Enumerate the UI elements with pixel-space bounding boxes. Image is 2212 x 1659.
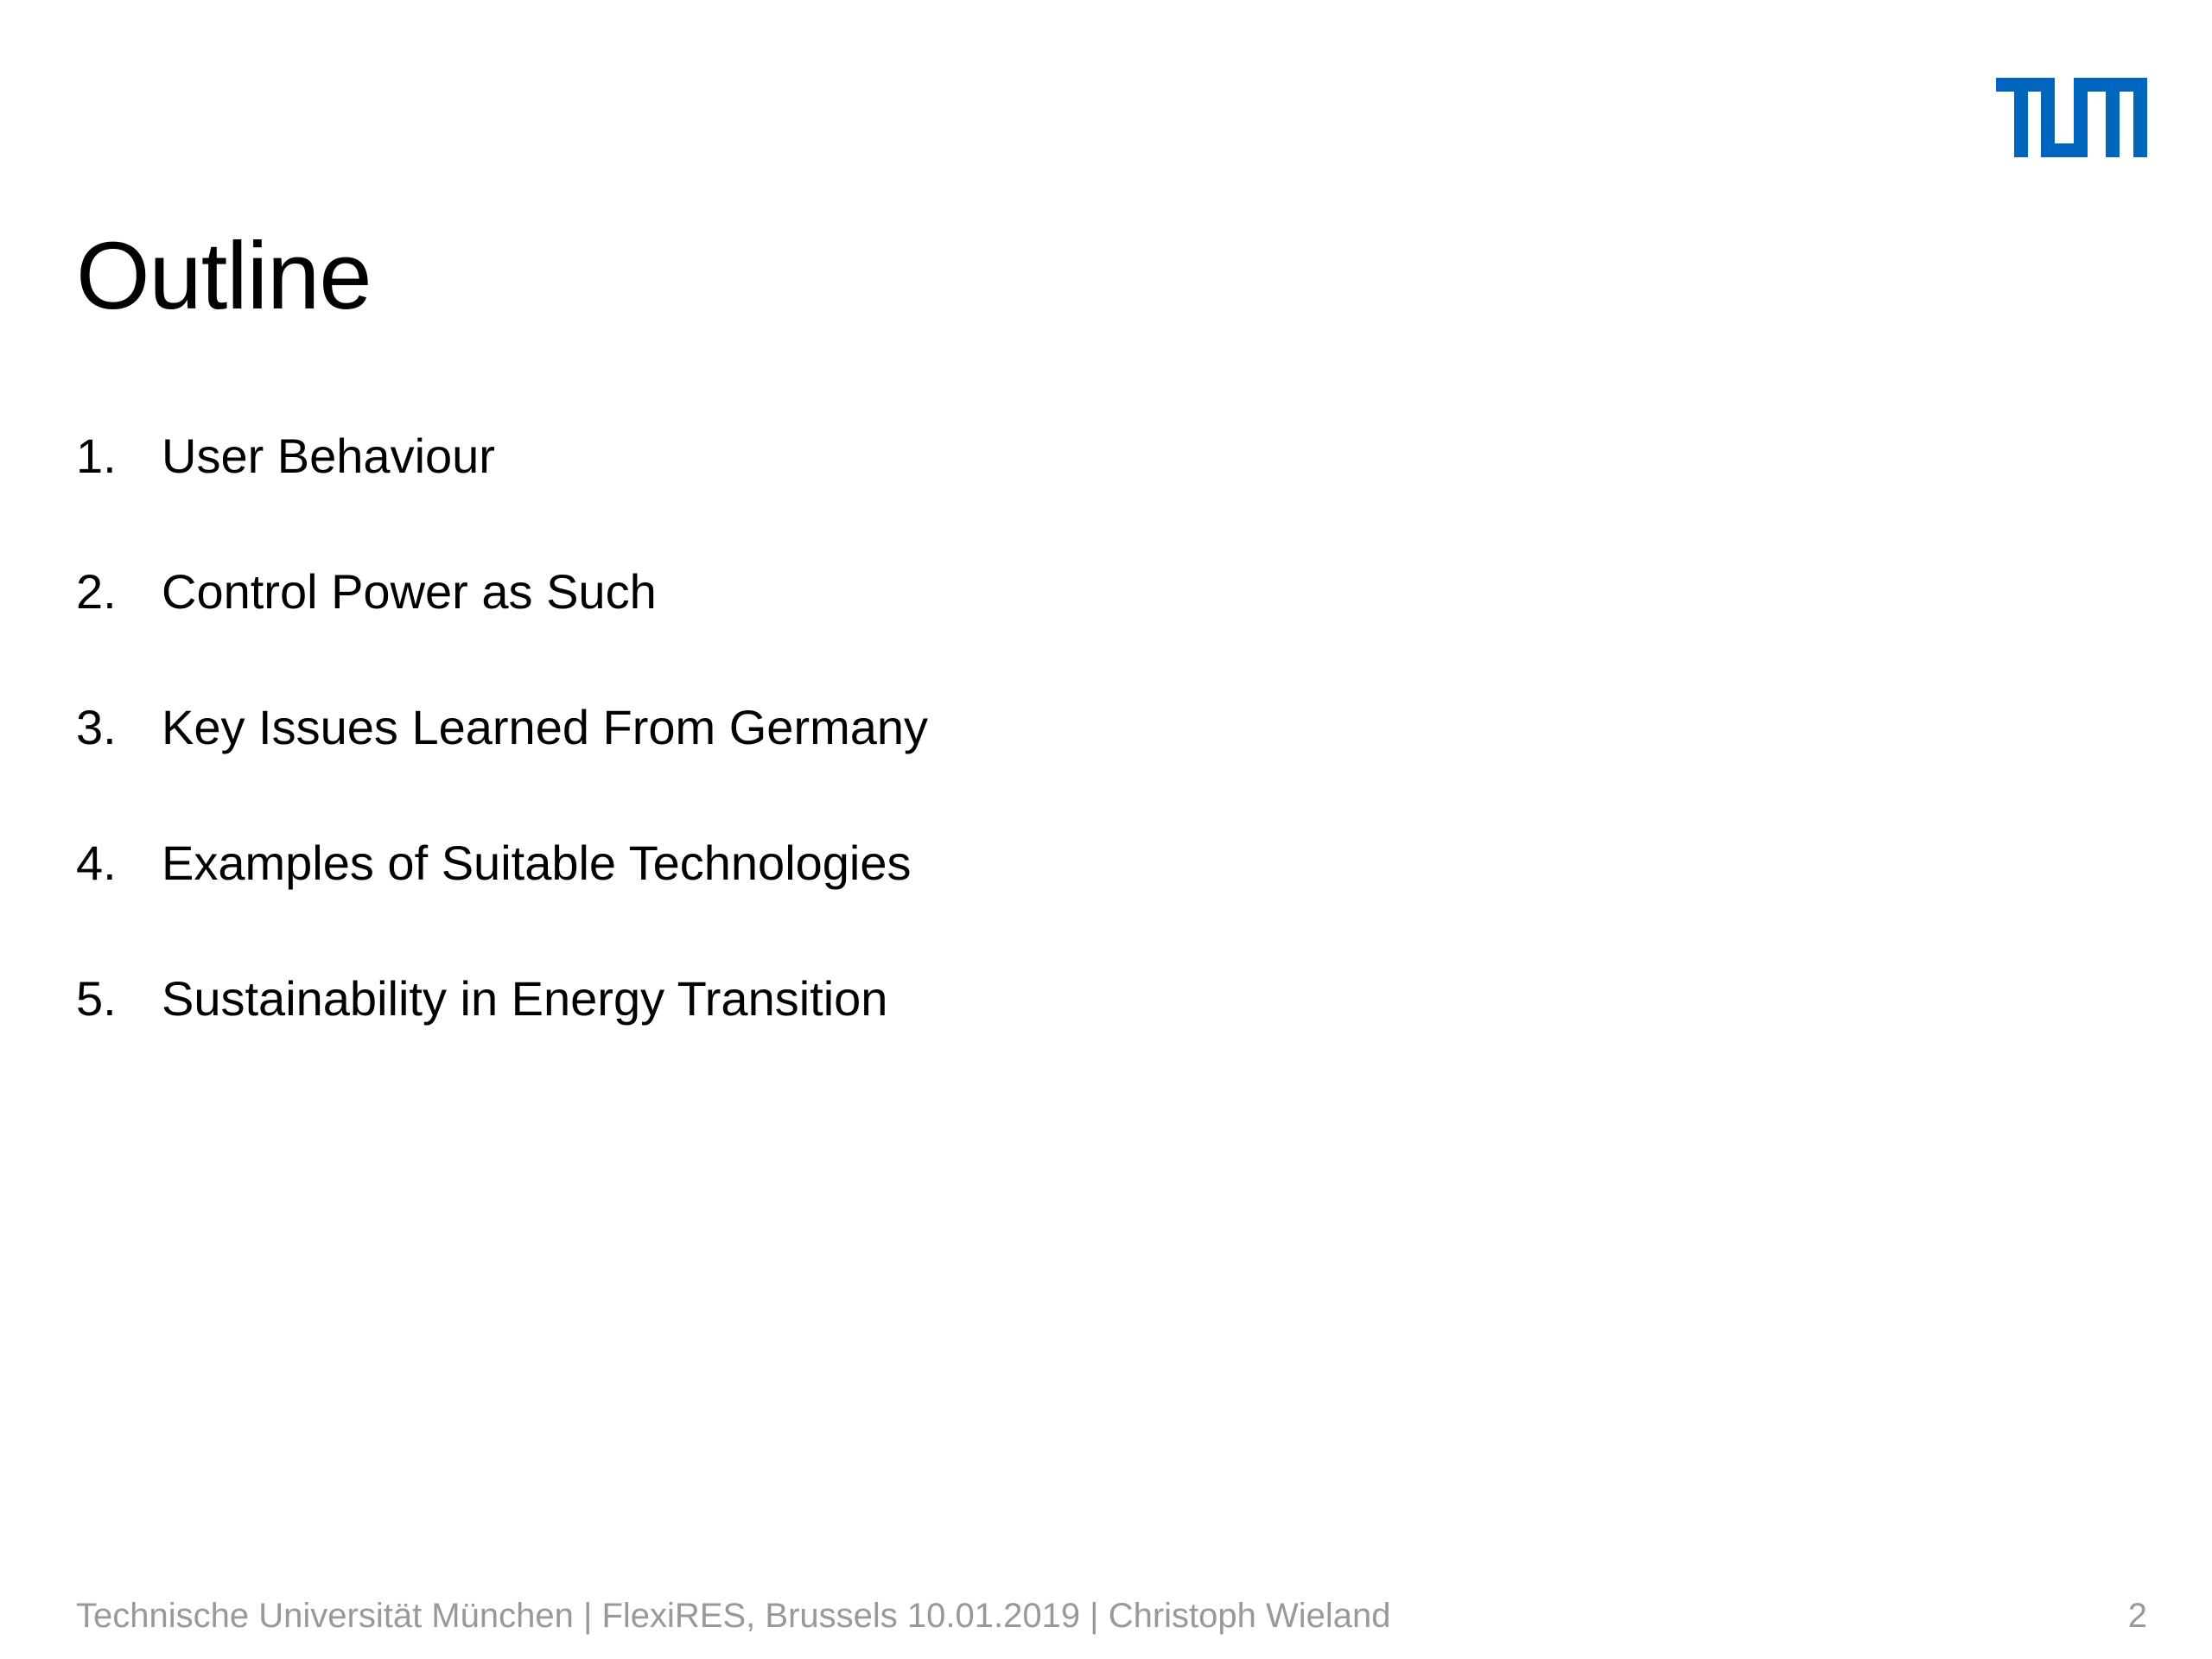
item-number: 1.: [76, 429, 117, 483]
footer-text: Technische Universität München | FlexiRES, Brussels 10.01.2019 | Christoph Wieland: [76, 1597, 1391, 1635]
outline-item: [76, 836, 928, 971]
tum-logo: [1996, 78, 2147, 157]
outline-item: [76, 971, 928, 1107]
outline-item: [76, 429, 928, 564]
item-text: Sustainability in Energy Transition: [162, 971, 888, 1026]
item-number: 4.: [76, 836, 117, 890]
outline-item: [76, 564, 928, 700]
slide-title: Outline: [76, 223, 372, 329]
item-text: Key Issues Learned From Germany: [162, 700, 929, 754]
outline-list: [76, 429, 928, 1107]
item-text: User Behaviour: [162, 429, 495, 483]
item-number: 5.: [76, 971, 117, 1026]
item-number: 2.: [76, 564, 117, 619]
page-number: 2: [2127, 1597, 2147, 1635]
item-text: Control Power as Such: [162, 564, 657, 619]
item-number: 3.: [76, 700, 117, 754]
outline-item: [76, 700, 928, 836]
item-text: Examples of Suitable Technologies: [162, 836, 912, 890]
